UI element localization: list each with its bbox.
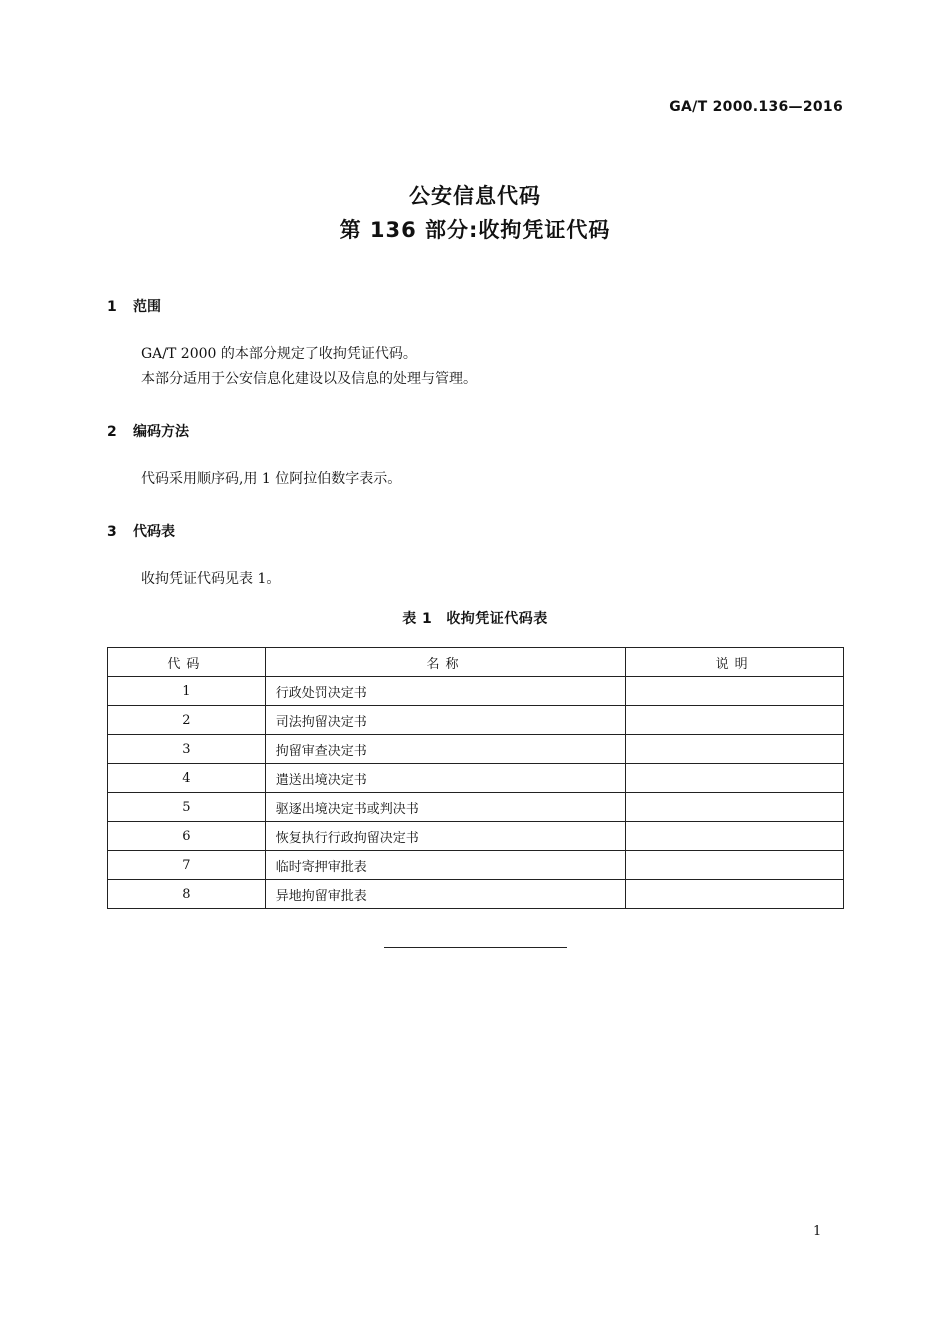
section-title: 编码方法 <box>133 424 189 440</box>
cell-name: 司法拘留决定书 <box>265 706 625 735</box>
section-title: 范围 <box>133 299 161 315</box>
table-row <box>108 793 844 822</box>
table-row <box>108 851 844 880</box>
cell-note <box>626 793 844 822</box>
table-row <box>108 677 844 706</box>
cell-code: 8 <box>108 880 266 909</box>
column-header-note: 说明 <box>626 648 844 677</box>
table-row <box>108 822 844 851</box>
section-paragraph: 本部分适用于公安信息化建设以及信息的处理与管理。 <box>141 371 477 387</box>
cell-code: 3 <box>108 735 266 764</box>
section-heading-code-table <box>107 521 175 541</box>
cell-note <box>626 880 844 909</box>
table-caption <box>0 608 950 628</box>
document-title: 公安信息代码 <box>409 184 541 208</box>
section-heading-coding-method <box>107 421 189 441</box>
cell-code: 7 <box>108 851 266 880</box>
cell-name: 临时寄押审批表 <box>265 851 625 880</box>
code-table <box>107 647 844 909</box>
section-number: 3 <box>107 524 117 540</box>
cell-code: 5 <box>108 793 266 822</box>
standard-number: GA/T 2000.136—2016 <box>669 99 843 115</box>
table-caption-title: 收拘凭证代码表 <box>446 611 548 627</box>
cell-code: 6 <box>108 822 266 851</box>
table-caption-label: 表 1 <box>402 611 433 627</box>
table-row <box>108 735 844 764</box>
cell-note <box>626 677 844 706</box>
cell-code: 4 <box>108 764 266 793</box>
end-divider <box>384 947 567 948</box>
section-paragraph: 代码采用顺序码,用 1 位阿拉伯数字表示。 <box>141 471 402 487</box>
page-number: 1 <box>813 1224 822 1239</box>
section-paragraph: 收拘凭证代码见表 1。 <box>141 571 281 587</box>
table-header-row <box>108 648 844 677</box>
section-heading-scope <box>107 296 161 316</box>
table-row <box>108 706 844 735</box>
section-title: 代码表 <box>133 524 175 540</box>
column-header-name: 名称 <box>265 648 625 677</box>
column-header-code: 代码 <box>108 648 266 677</box>
cell-code: 1 <box>108 677 266 706</box>
cell-note <box>626 735 844 764</box>
cell-name: 异地拘留审批表 <box>265 880 625 909</box>
cell-note <box>626 822 844 851</box>
cell-note <box>626 851 844 880</box>
cell-name: 拘留审查决定书 <box>265 735 625 764</box>
cell-name: 恢复执行行政拘留决定书 <box>265 822 625 851</box>
table-row <box>108 880 844 909</box>
document-subtitle: 第 136 部分:收拘凭证代码 <box>339 218 611 242</box>
cell-note <box>626 764 844 793</box>
section-paragraph: GA/T 2000 的本部分规定了收拘凭证代码。 <box>141 346 417 362</box>
cell-name: 遣送出境决定书 <box>265 764 625 793</box>
cell-note <box>626 706 844 735</box>
table-row <box>108 764 844 793</box>
cell-name: 行政处罚决定书 <box>265 677 625 706</box>
section-number: 2 <box>107 424 117 440</box>
cell-name: 驱逐出境决定书或判决书 <box>265 793 625 822</box>
cell-code: 2 <box>108 706 266 735</box>
section-number: 1 <box>107 299 117 315</box>
